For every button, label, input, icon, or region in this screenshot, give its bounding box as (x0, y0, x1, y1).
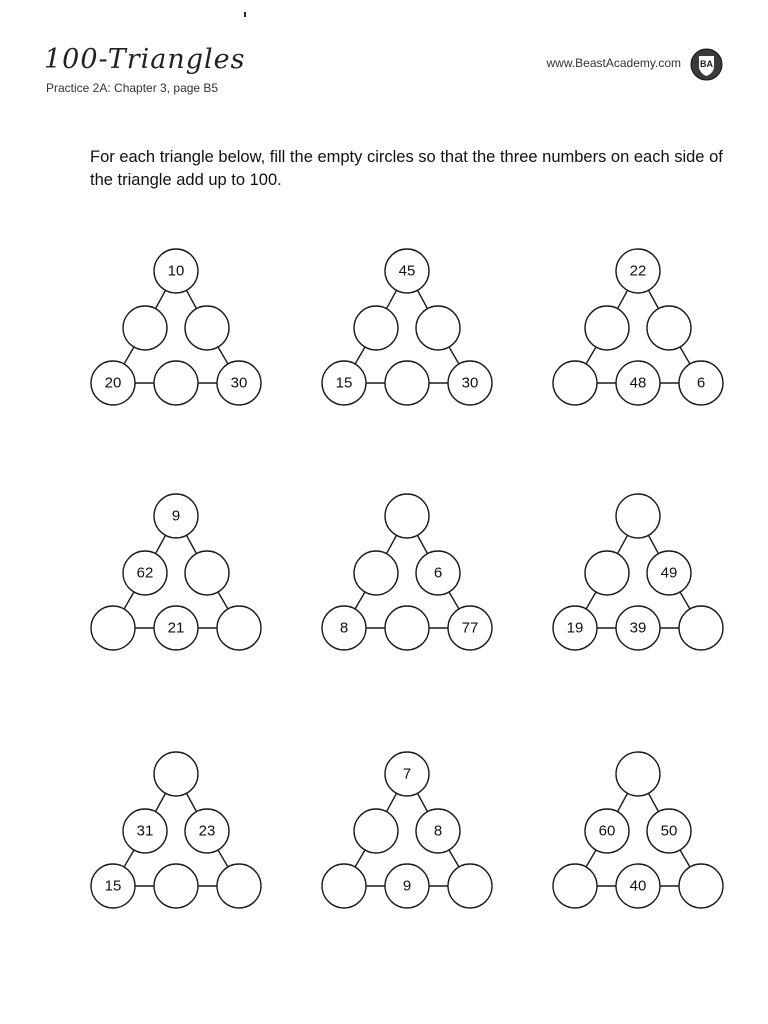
circle-number: 49 (660, 564, 678, 582)
circle-bottom-mid (385, 864, 429, 908)
empty-circle[interactable] (217, 606, 261, 650)
circle-number: 48 (629, 374, 647, 392)
empty-circle[interactable] (154, 864, 198, 908)
empty-circle[interactable] (154, 361, 198, 405)
empty-circle[interactable] (679, 606, 723, 650)
empty-circle[interactable] (553, 864, 597, 908)
circle-bottom-right[interactable] (217, 864, 261, 908)
circle-bottom-mid[interactable] (154, 361, 198, 405)
circle-left-mid[interactable] (123, 306, 167, 350)
circle-number: 6 (433, 564, 443, 582)
circle-bottom-mid (616, 361, 660, 405)
circle-bottom-left (553, 606, 597, 650)
circle-top[interactable] (616, 752, 660, 796)
empty-circle[interactable] (217, 864, 261, 908)
circle-bottom-mid[interactable] (385, 606, 429, 650)
circle-bottom-left (91, 361, 135, 405)
circle-bottom-mid (616, 864, 660, 908)
circle-bottom-left[interactable] (91, 606, 135, 650)
empty-circle[interactable] (154, 752, 198, 796)
circle-number: 19 (566, 619, 584, 637)
circle-number: 8 (339, 619, 349, 637)
circle-number: 60 (598, 822, 616, 840)
beast-academy-logo (690, 48, 723, 81)
empty-circle[interactable] (385, 361, 429, 405)
circle-bottom-left (322, 361, 366, 405)
circle-bottom-right[interactable] (448, 864, 492, 908)
empty-circle[interactable] (385, 606, 429, 650)
empty-circle[interactable] (616, 494, 660, 538)
triangle-puzzle-8 (321, 751, 501, 911)
circle-left-mid (123, 809, 167, 853)
website-link[interactable]: www.BeastAcademy.com (546, 56, 681, 70)
circle-right-mid[interactable] (185, 306, 229, 350)
circle-left-mid[interactable] (585, 306, 629, 350)
circle-number: 15 (104, 877, 122, 895)
page-subtitle: Practice 2A: Chapter 3, page B5 (46, 81, 219, 95)
triangle-puzzle-4 (90, 493, 270, 653)
empty-circle[interactable] (354, 551, 398, 595)
circle-number: 30 (230, 374, 248, 392)
circle-number: 9 (171, 507, 181, 525)
circle-number: 10 (167, 262, 185, 280)
empty-circle[interactable] (354, 809, 398, 853)
triangle-puzzle-5 (321, 493, 501, 653)
empty-circle[interactable] (679, 864, 723, 908)
empty-circle[interactable] (416, 306, 460, 350)
circle-bottom-right[interactable] (679, 606, 723, 650)
circle-number: 9 (402, 877, 412, 895)
circle-number: 40 (629, 877, 647, 895)
empty-circle[interactable] (354, 306, 398, 350)
circle-right-mid (416, 809, 460, 853)
stray-mark (244, 12, 246, 17)
empty-circle[interactable] (448, 864, 492, 908)
circle-number: 7 (402, 765, 412, 783)
circle-bottom-right[interactable] (217, 606, 261, 650)
circle-bottom-left[interactable] (553, 864, 597, 908)
triangle-puzzle-3 (552, 248, 732, 408)
circle-bottom-right (217, 361, 261, 405)
circle-top[interactable] (385, 494, 429, 538)
circle-number: 23 (198, 822, 216, 840)
circle-bottom-mid (616, 606, 660, 650)
circle-bottom-right (448, 361, 492, 405)
circle-top (616, 249, 660, 293)
circle-bottom-left[interactable] (322, 864, 366, 908)
circle-number: 30 (461, 374, 479, 392)
empty-circle[interactable] (553, 361, 597, 405)
circle-number: 62 (136, 564, 154, 582)
circle-number: 21 (167, 619, 185, 637)
triangle-puzzle-9 (552, 751, 732, 911)
circle-bottom-left (322, 606, 366, 650)
empty-circle[interactable] (385, 494, 429, 538)
triangle-puzzle-1 (90, 248, 270, 408)
empty-circle[interactable] (647, 306, 691, 350)
circle-top[interactable] (154, 752, 198, 796)
circle-number: 31 (136, 822, 154, 840)
empty-circle[interactable] (185, 551, 229, 595)
circle-left-mid[interactable] (354, 551, 398, 595)
circle-top[interactable] (616, 494, 660, 538)
circle-number: 8 (433, 822, 443, 840)
circle-bottom-mid[interactable] (154, 864, 198, 908)
circle-bottom-mid[interactable] (385, 361, 429, 405)
circle-bottom-left (91, 864, 135, 908)
circle-right-mid (647, 809, 691, 853)
circle-left-mid (123, 551, 167, 595)
circle-left-mid[interactable] (354, 809, 398, 853)
triangle-puzzle-7 (90, 751, 270, 911)
circle-number: 39 (629, 619, 647, 637)
triangle-puzzle-6 (552, 493, 732, 653)
circle-right-mid[interactable] (647, 306, 691, 350)
circle-right-mid (185, 809, 229, 853)
circle-right-mid (647, 551, 691, 595)
circle-top (385, 752, 429, 796)
circle-top (154, 494, 198, 538)
circle-number: 50 (660, 822, 678, 840)
circle-bottom-right (448, 606, 492, 650)
circle-top (154, 249, 198, 293)
circle-number: 45 (398, 262, 416, 280)
circle-number: 77 (461, 619, 479, 637)
circle-top (385, 249, 429, 293)
circle-number: 20 (104, 374, 122, 392)
circle-right-mid[interactable] (185, 551, 229, 595)
circle-left-mid[interactable] (354, 306, 398, 350)
empty-circle[interactable] (322, 864, 366, 908)
logo-text: BA (700, 59, 713, 69)
circle-number: 22 (629, 262, 647, 280)
instructions: For each triangle below, fill the empty circles so that the three numbers on each side of the triangle add up to 100. (90, 148, 723, 189)
circle-number: 6 (696, 374, 706, 392)
empty-circle[interactable] (585, 306, 629, 350)
circle-right-mid[interactable] (416, 306, 460, 350)
circle-bottom-right (679, 361, 723, 405)
circle-left-mid (585, 809, 629, 853)
circle-bottom-right[interactable] (679, 864, 723, 908)
empty-circle[interactable] (616, 752, 660, 796)
empty-circle[interactable] (185, 306, 229, 350)
empty-circle[interactable] (91, 606, 135, 650)
circle-right-mid (416, 551, 460, 595)
circle-number: 15 (335, 374, 353, 392)
circle-bottom-left[interactable] (553, 361, 597, 405)
page-title: 100-Triangles (44, 44, 246, 75)
empty-circle[interactable] (585, 551, 629, 595)
circle-bottom-mid (154, 606, 198, 650)
triangle-puzzle-2 (321, 248, 501, 408)
empty-circle[interactable] (123, 306, 167, 350)
circle-left-mid[interactable] (585, 551, 629, 595)
